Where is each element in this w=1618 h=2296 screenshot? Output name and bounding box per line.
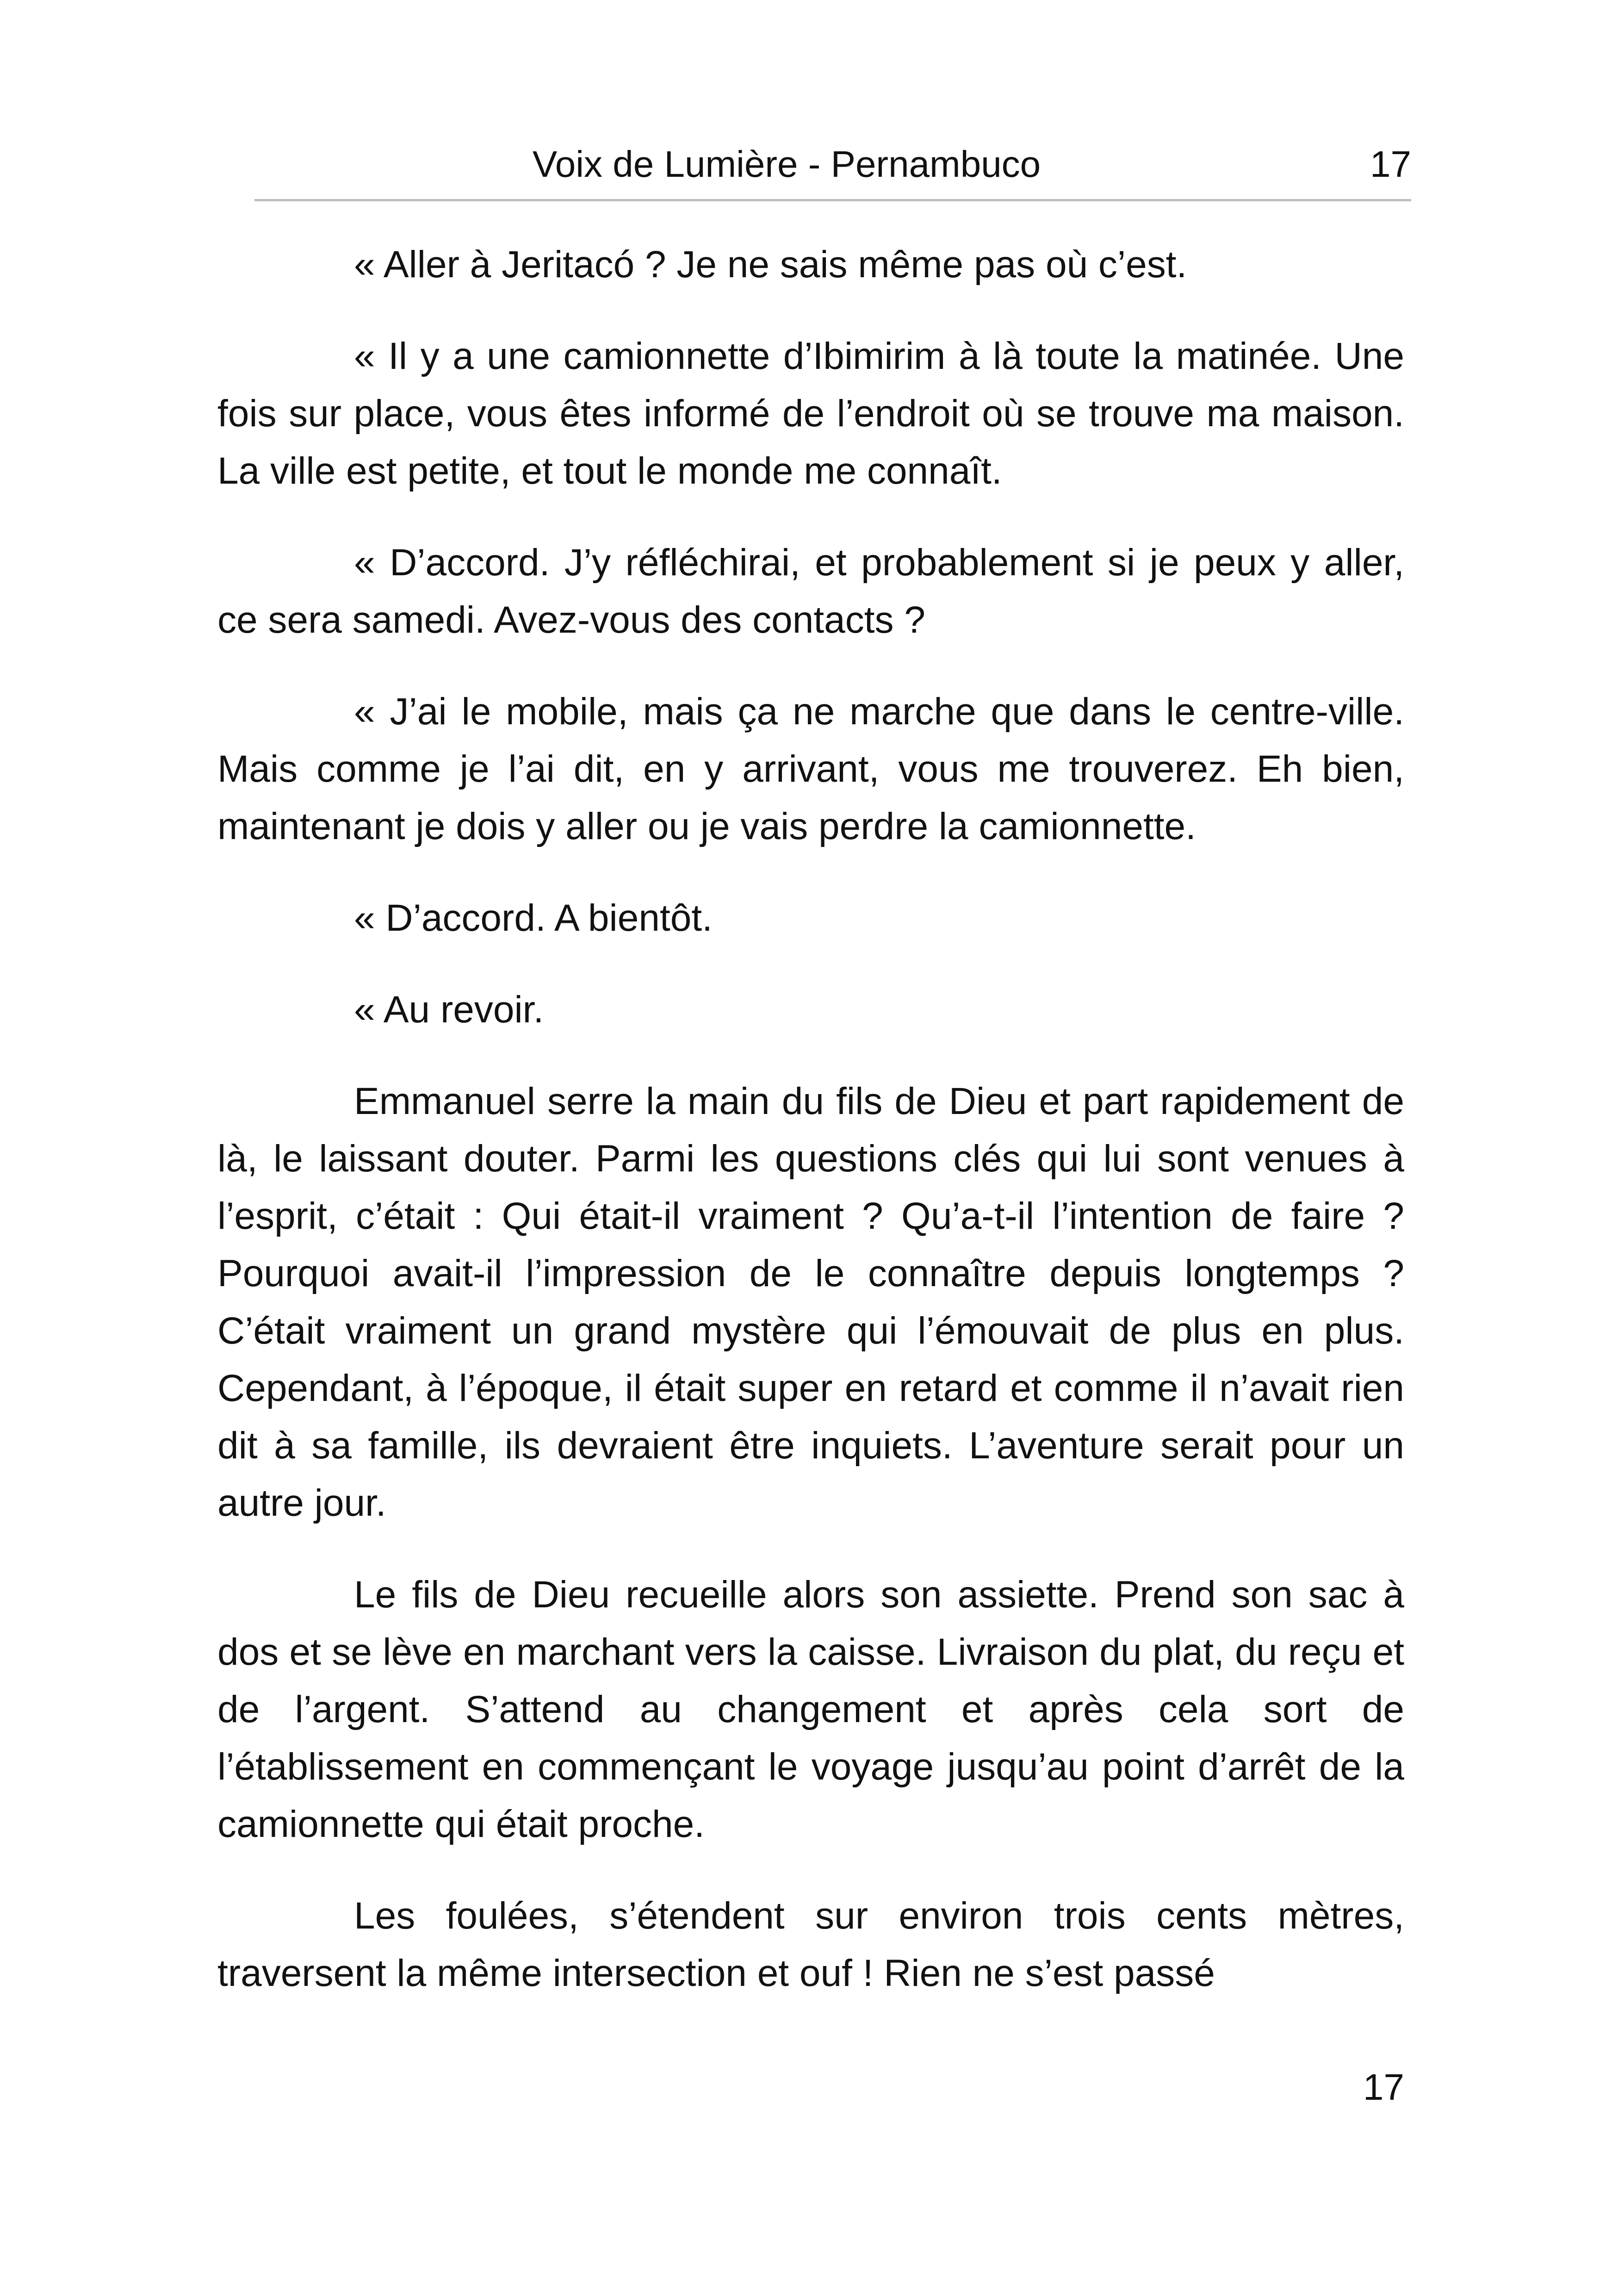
paragraph: « Il y a une camionnette d’Ibimirim à là toute la matinée. Une fois sur place, vous êtes informé de l’endroit où se trouve ma maison. La ville est petite, et tout le monde me connaît. <box>217 335 1404 492</box>
paragraph: Emmanuel serre la main du fils de Dieu et part rapidement de là, le laissant douter. Parmi les questions clés qui lui sont venues à l’esprit, c’était : Qui était-il vraiment ? Qu’a-t-il l’intention de faire ? Pourquoi avait-il l’impression de le connaître depuis longtemps ? C’était vraiment un grand mystère qui l’émouvait de plus en plus. Cependant, à l’époque, il était super en retard et comme il n’avait rien dit à sa famille, ils devraient être inquiets. L’aventure serait pour un autre jour. <box>217 1080 1404 1524</box>
paragraph: Les foulées, s’étendent sur environ trois cents mètres, traversent la même intersection et ouf ! Rien ne s’est passé <box>217 1895 1404 1994</box>
paragraph: « D’accord. J’y réfléchirai, et probablement si je peux y aller, ce sera samedi. Avez-vous des contacts ? <box>217 541 1404 641</box>
body-text <box>217 236 1404 2002</box>
header-rule <box>254 199 1411 201</box>
paragraph: « Au revoir. <box>354 989 544 1031</box>
paragraph: « J’ai le mobile, mais ça ne marche que dans le centre-ville. Mais comme je l’ai dit, en y arrivant, vous me trouverez. Eh bien, maintenant je dois y aller ou je vais perdre la camionnette. <box>217 691 1404 847</box>
header-page-number: 17 <box>1370 143 1411 185</box>
running-header <box>254 137 1411 206</box>
footer-page-number: 17 <box>1363 2066 1404 2108</box>
paragraph: « Aller à Jeritacó ? Je ne sais même pas où c’est. <box>354 243 1187 286</box>
paragraph: Le fils de Dieu recueille alors son assiette. Prend son sac à dos et se lève en marchant vers la caisse. Livraison du plat, du reçu et de l’argent. S’attend au changement et après cela sort de l’établissement en commençant le voyage jusqu’au point d’arrêt de la camionnette qui était proche. <box>217 1574 1404 1845</box>
header-title: Voix de Lumière - Pernambuco <box>532 143 1041 185</box>
paragraph: « D’accord. A bientôt. <box>354 897 713 939</box>
